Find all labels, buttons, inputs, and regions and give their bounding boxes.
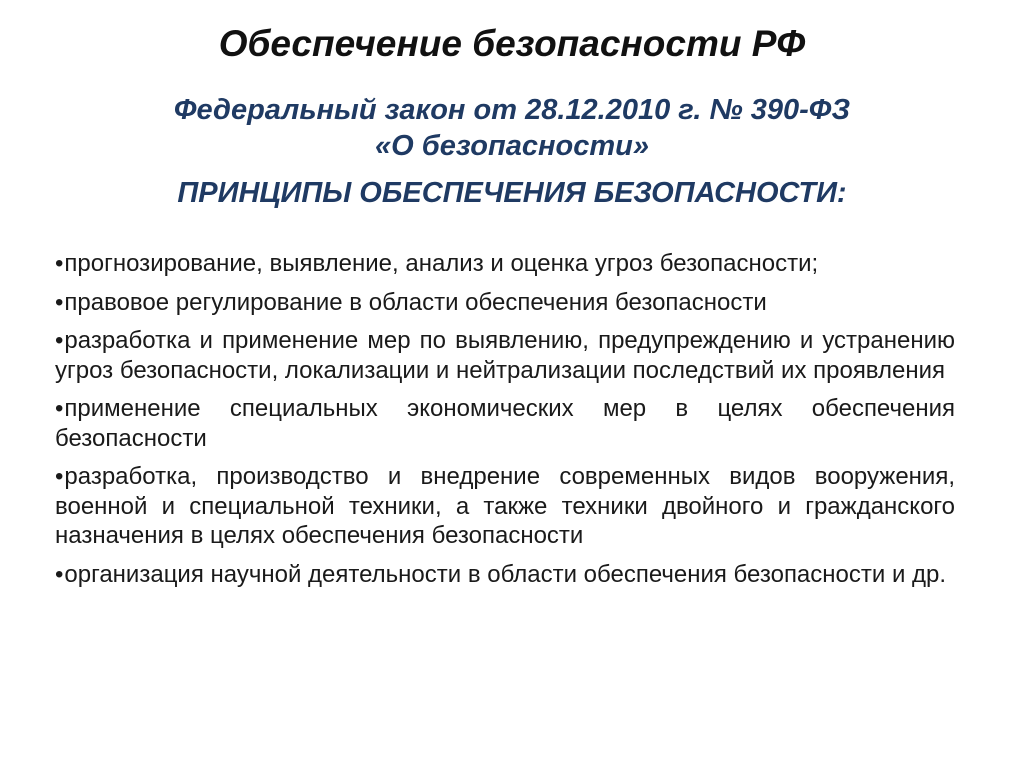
- principles-heading: ПРИНЦИПЫ ОБЕСПЕЧЕНИЯ БЕЗОПАСНОСТИ:: [177, 177, 847, 209]
- slide-title: Обеспечение безопасности РФ: [218, 23, 806, 64]
- bullet-icon: •: [55, 395, 64, 422]
- bullet-icon: •: [55, 288, 64, 316]
- list-item-text: разработка и применение мер по выявлению, предупреждению и устранению угроз безопасности, локализации и нейтрализации последствий их проявления: [55, 327, 955, 384]
- list-item: [55, 249, 955, 279]
- bullet-icon: •: [55, 327, 64, 354]
- law-reference: [0, 92, 1024, 164]
- list-item-text: организация научной деятельности в области обеспечения безопасности и др.: [64, 560, 947, 588]
- list-item: [55, 394, 955, 453]
- list-item-text: разработка, производство и внедрение современных видов вооружения, военной и специальной техники, а также техники двойного и гражданского назначения в целях обеспечения безопасности: [55, 463, 955, 549]
- bullet-icon: •: [55, 250, 64, 277]
- list-item-text: прогнозирование, выявление, анализ и оценка угроз безопасности;: [64, 250, 819, 277]
- list-item: [55, 462, 955, 551]
- law-reference-line-1: Федеральный закон от 28.12.2010 г. № 390-ФЗ: [173, 94, 851, 126]
- list-item-text: применение специальных экономических мер в целях обеспечения безопасности: [55, 395, 955, 452]
- bullet-icon: •: [55, 560, 64, 588]
- law-reference-line-2: «О безопасности»: [375, 130, 649, 162]
- principles-list: [55, 249, 955, 598]
- list-item: [55, 326, 955, 385]
- list-item: [55, 288, 955, 318]
- list-item: [55, 560, 955, 590]
- list-item-text: правовое регулирование в области обеспечения безопасности: [64, 288, 767, 316]
- bullet-icon: •: [55, 463, 64, 490]
